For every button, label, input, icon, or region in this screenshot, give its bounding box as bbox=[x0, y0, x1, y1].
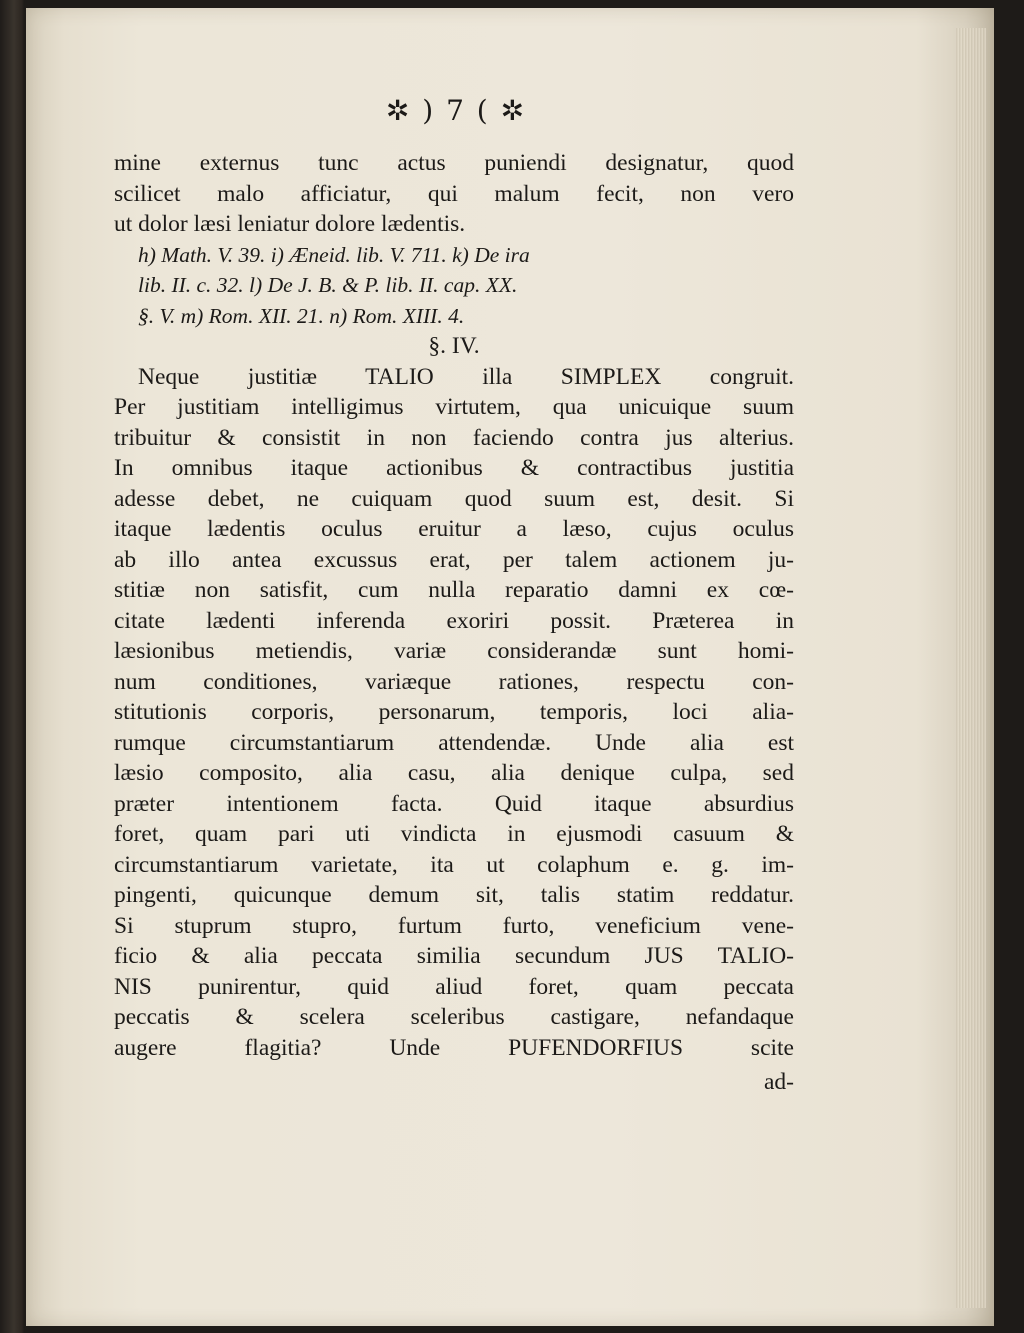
footnote-line: lib. II. c. 32. l) De J. B. & P. lib. II. cap. XX. bbox=[138, 273, 518, 297]
text-line: mine externus tunc actus puniendi designatur, quod bbox=[114, 150, 794, 176]
paragraph-1 bbox=[114, 148, 794, 240]
text-line: citate lædenti inferenda exoriri possit. Præterea in bbox=[114, 607, 794, 634]
text-line: scilicet malo afficiatur, qui malum fecit, non vero bbox=[114, 180, 794, 207]
book-page bbox=[26, 8, 994, 1326]
text-line: Per justitiam intelligimus virtutem, qua unicuique suum bbox=[114, 394, 794, 420]
footnote-line: §. V. m) Rom. XII. 21. n) Rom. XIII. 4. bbox=[138, 303, 465, 328]
paragraph-2 bbox=[114, 362, 794, 1064]
text-line: pingenti, quicunque demum sit, talis statim reddatur. bbox=[114, 882, 794, 908]
text-line: circumstantiarum varietate, ita ut colaphum e. g. im- bbox=[114, 851, 794, 878]
footnotes bbox=[114, 240, 794, 332]
text-line: læsionibus metiendis, variæ considerandæ sunt homi- bbox=[114, 638, 794, 664]
text-line: foret, quam pari uti vindicta in ejusmodi casuum & bbox=[114, 821, 794, 847]
text-line: læsio composito, alia casu, alia denique culpa, sed bbox=[114, 760, 794, 786]
text-line: num conditiones, variæque rationes, respectu con- bbox=[114, 668, 794, 695]
text-line: In omnibus itaque actionibus & contractibus justitia bbox=[114, 455, 794, 481]
text-line: ut dolor læsi leniatur dolore lædentis. bbox=[114, 211, 466, 237]
text-line: stitiæ non satisfit, cum nulla reparatio damni ex cœ- bbox=[114, 577, 794, 603]
page-edges bbox=[956, 28, 986, 1308]
catchword: ad- bbox=[763, 1069, 794, 1095]
section-heading: §. IV. bbox=[428, 333, 480, 359]
text-line: ficio & alia peccata similia secundum JUS TALIO- bbox=[114, 943, 794, 969]
text-line: ab illo antea excussus erat, per talem actionem ju- bbox=[114, 546, 794, 573]
text-line: tribuitur & consistit in non faciendo contra jus alterius. bbox=[114, 424, 794, 451]
page-body bbox=[114, 148, 794, 1098]
text-line: itaque lædentis oculus eruitur a læso, cujus oculus bbox=[114, 516, 794, 542]
text-line: Si stuprum stupro, furtum furto, veneficium vene- bbox=[114, 912, 794, 939]
text-line: NIS punirentur, quid aliud foret, quam peccata bbox=[114, 973, 794, 1000]
text-line: præter intentionem facta. Quid itaque absurdius bbox=[114, 790, 794, 817]
text-line: peccatis & scelera sceleribus castigare, nefandaque bbox=[114, 1004, 794, 1030]
text-line: adesse debet, ne cuiquam quod suum est, desit. Si bbox=[114, 485, 794, 512]
footnote-line: h) Math. V. 39. i) Æneid. lib. V. 711. k) De ira bbox=[138, 242, 530, 267]
page-header: ✲ ) 7 ( ✲ bbox=[385, 94, 527, 127]
text-line: augere flagitia? Unde PUFENDORFIUS scite bbox=[114, 1034, 794, 1061]
text-line: Neque justitiæ TALIO illa SIMPLEX congruit. bbox=[138, 363, 794, 390]
text-line: stitutionis corporis, personarum, temporis, loci alia- bbox=[114, 699, 794, 725]
text-line: rumque circumstantiarum attendendæ. Unde alia est bbox=[114, 729, 794, 756]
